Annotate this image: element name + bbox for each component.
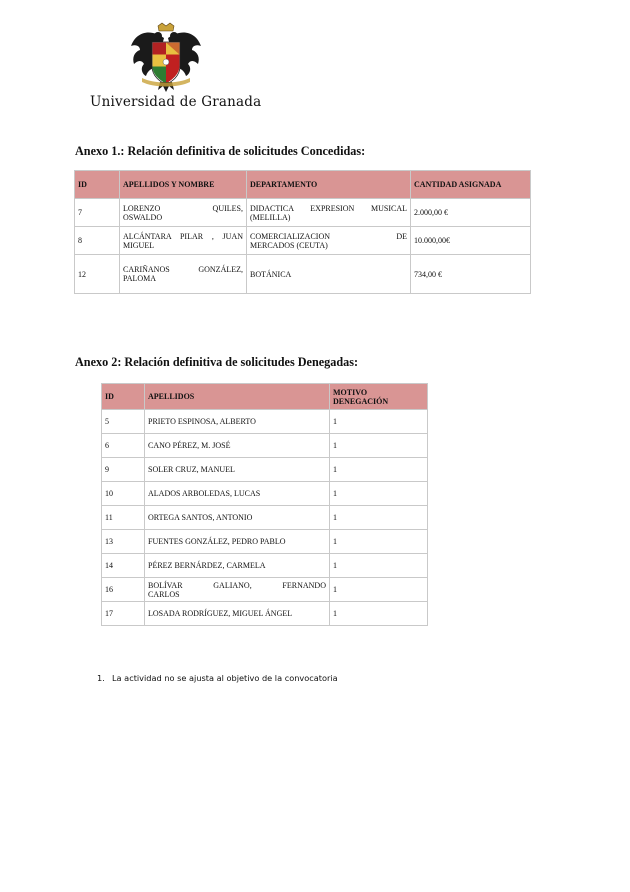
cell-name: SOLER CRUZ, MANUEL	[145, 458, 330, 482]
table-row	[102, 506, 428, 530]
annex2-title: Anexo 2: Relación definitiva de solicitudes Denegadas:	[75, 355, 359, 369]
cell-reason: 1	[330, 530, 428, 554]
table-row	[102, 578, 428, 602]
cell-id: 10	[102, 482, 145, 506]
cell-name: FUENTES GONZÁLEZ, PEDRO PABLO	[145, 530, 330, 554]
table-row	[102, 602, 428, 626]
coat-of-arms-icon	[128, 22, 204, 94]
table-header-row	[102, 384, 428, 410]
table-row	[102, 434, 428, 458]
cell-name: CARIÑANOS GONZÁLEZ, PALOMA	[120, 255, 247, 294]
footnote-text: La actividad no se ajusta al objetivo de la convocatoria	[112, 673, 338, 683]
cell-id: 5	[102, 410, 145, 434]
cell-name: ORTEGA SANTOS, ANTONIO	[145, 506, 330, 530]
cell-id: 9	[102, 458, 145, 482]
cell-id: 7	[75, 199, 120, 227]
table-row	[75, 199, 531, 227]
col-surnames: APELLIDOS	[145, 384, 330, 410]
granted-table	[74, 170, 531, 294]
cell-dept: COMERCIALIZACION DE MERCADOS (CEUTA)	[247, 227, 411, 255]
table-row	[102, 554, 428, 578]
cell-id: 16	[102, 578, 145, 602]
table-row	[102, 410, 428, 434]
cell-reason: 1	[330, 578, 428, 602]
col-id: ID	[102, 384, 145, 410]
table-row	[75, 227, 531, 255]
cell-amount: 10.000,00€	[411, 227, 531, 255]
col-reason: MOTIVO DENEGACIÓN	[330, 384, 428, 410]
cell-id: 12	[75, 255, 120, 294]
table-row	[102, 482, 428, 506]
cell-reason: 1	[330, 458, 428, 482]
table-row	[75, 255, 531, 294]
col-dept: DEPARTAMENTO	[247, 171, 411, 199]
university-name: Universidad de Granada	[90, 94, 262, 110]
table-header-row	[75, 171, 531, 199]
cell-name: LORENZO QUILES, OSWALDO	[120, 199, 247, 227]
footnote	[97, 673, 338, 683]
cell-dept: DIDACTICA EXPRESION MUSICAL (MELILLA)	[247, 199, 411, 227]
annex1-title: Anexo 1.: Relación definitiva de solicitudes Concedidas:	[75, 144, 366, 158]
footnote-number: 1.	[97, 673, 105, 683]
cell-name: PRIETO ESPINOSA, ALBERTO	[145, 410, 330, 434]
col-name: APELLIDOS Y NOMBRE	[120, 171, 247, 199]
cell-name: CANO PÉREZ, M. JOSÉ	[145, 434, 330, 458]
table-row	[102, 458, 428, 482]
cell-id: 14	[102, 554, 145, 578]
cell-dept: BOTÁNICA	[247, 255, 411, 294]
cell-id: 13	[102, 530, 145, 554]
col-amount: CANTIDAD ASIGNADA	[411, 171, 531, 199]
col-id: ID	[75, 171, 120, 199]
cell-name: LOSADA RODRÍGUEZ, MIGUEL ÁNGEL	[145, 602, 330, 626]
table-row	[102, 530, 428, 554]
cell-reason: 1	[330, 602, 428, 626]
cell-reason: 1	[330, 434, 428, 458]
cell-id: 17	[102, 602, 145, 626]
cell-id: 8	[75, 227, 120, 255]
cell-amount: 734,00 €	[411, 255, 531, 294]
cell-id: 6	[102, 434, 145, 458]
denied-table	[101, 383, 428, 626]
cell-name: PÉREZ BERNÁRDEZ, CARMELA	[145, 554, 330, 578]
cell-reason: 1	[330, 482, 428, 506]
cell-amount: 2.000,00 €	[411, 199, 531, 227]
cell-name: ALCÁNTARA PILAR , JUAN MIGUEL	[120, 227, 247, 255]
cell-id: 11	[102, 506, 145, 530]
cell-name: BOLÍVAR GALIANO, FERNANDO CARLOS	[145, 578, 330, 602]
cell-reason: 1	[330, 410, 428, 434]
cell-name: ALADOS ARBOLEDAS, LUCAS	[145, 482, 330, 506]
cell-reason: 1	[330, 554, 428, 578]
cell-reason: 1	[330, 506, 428, 530]
